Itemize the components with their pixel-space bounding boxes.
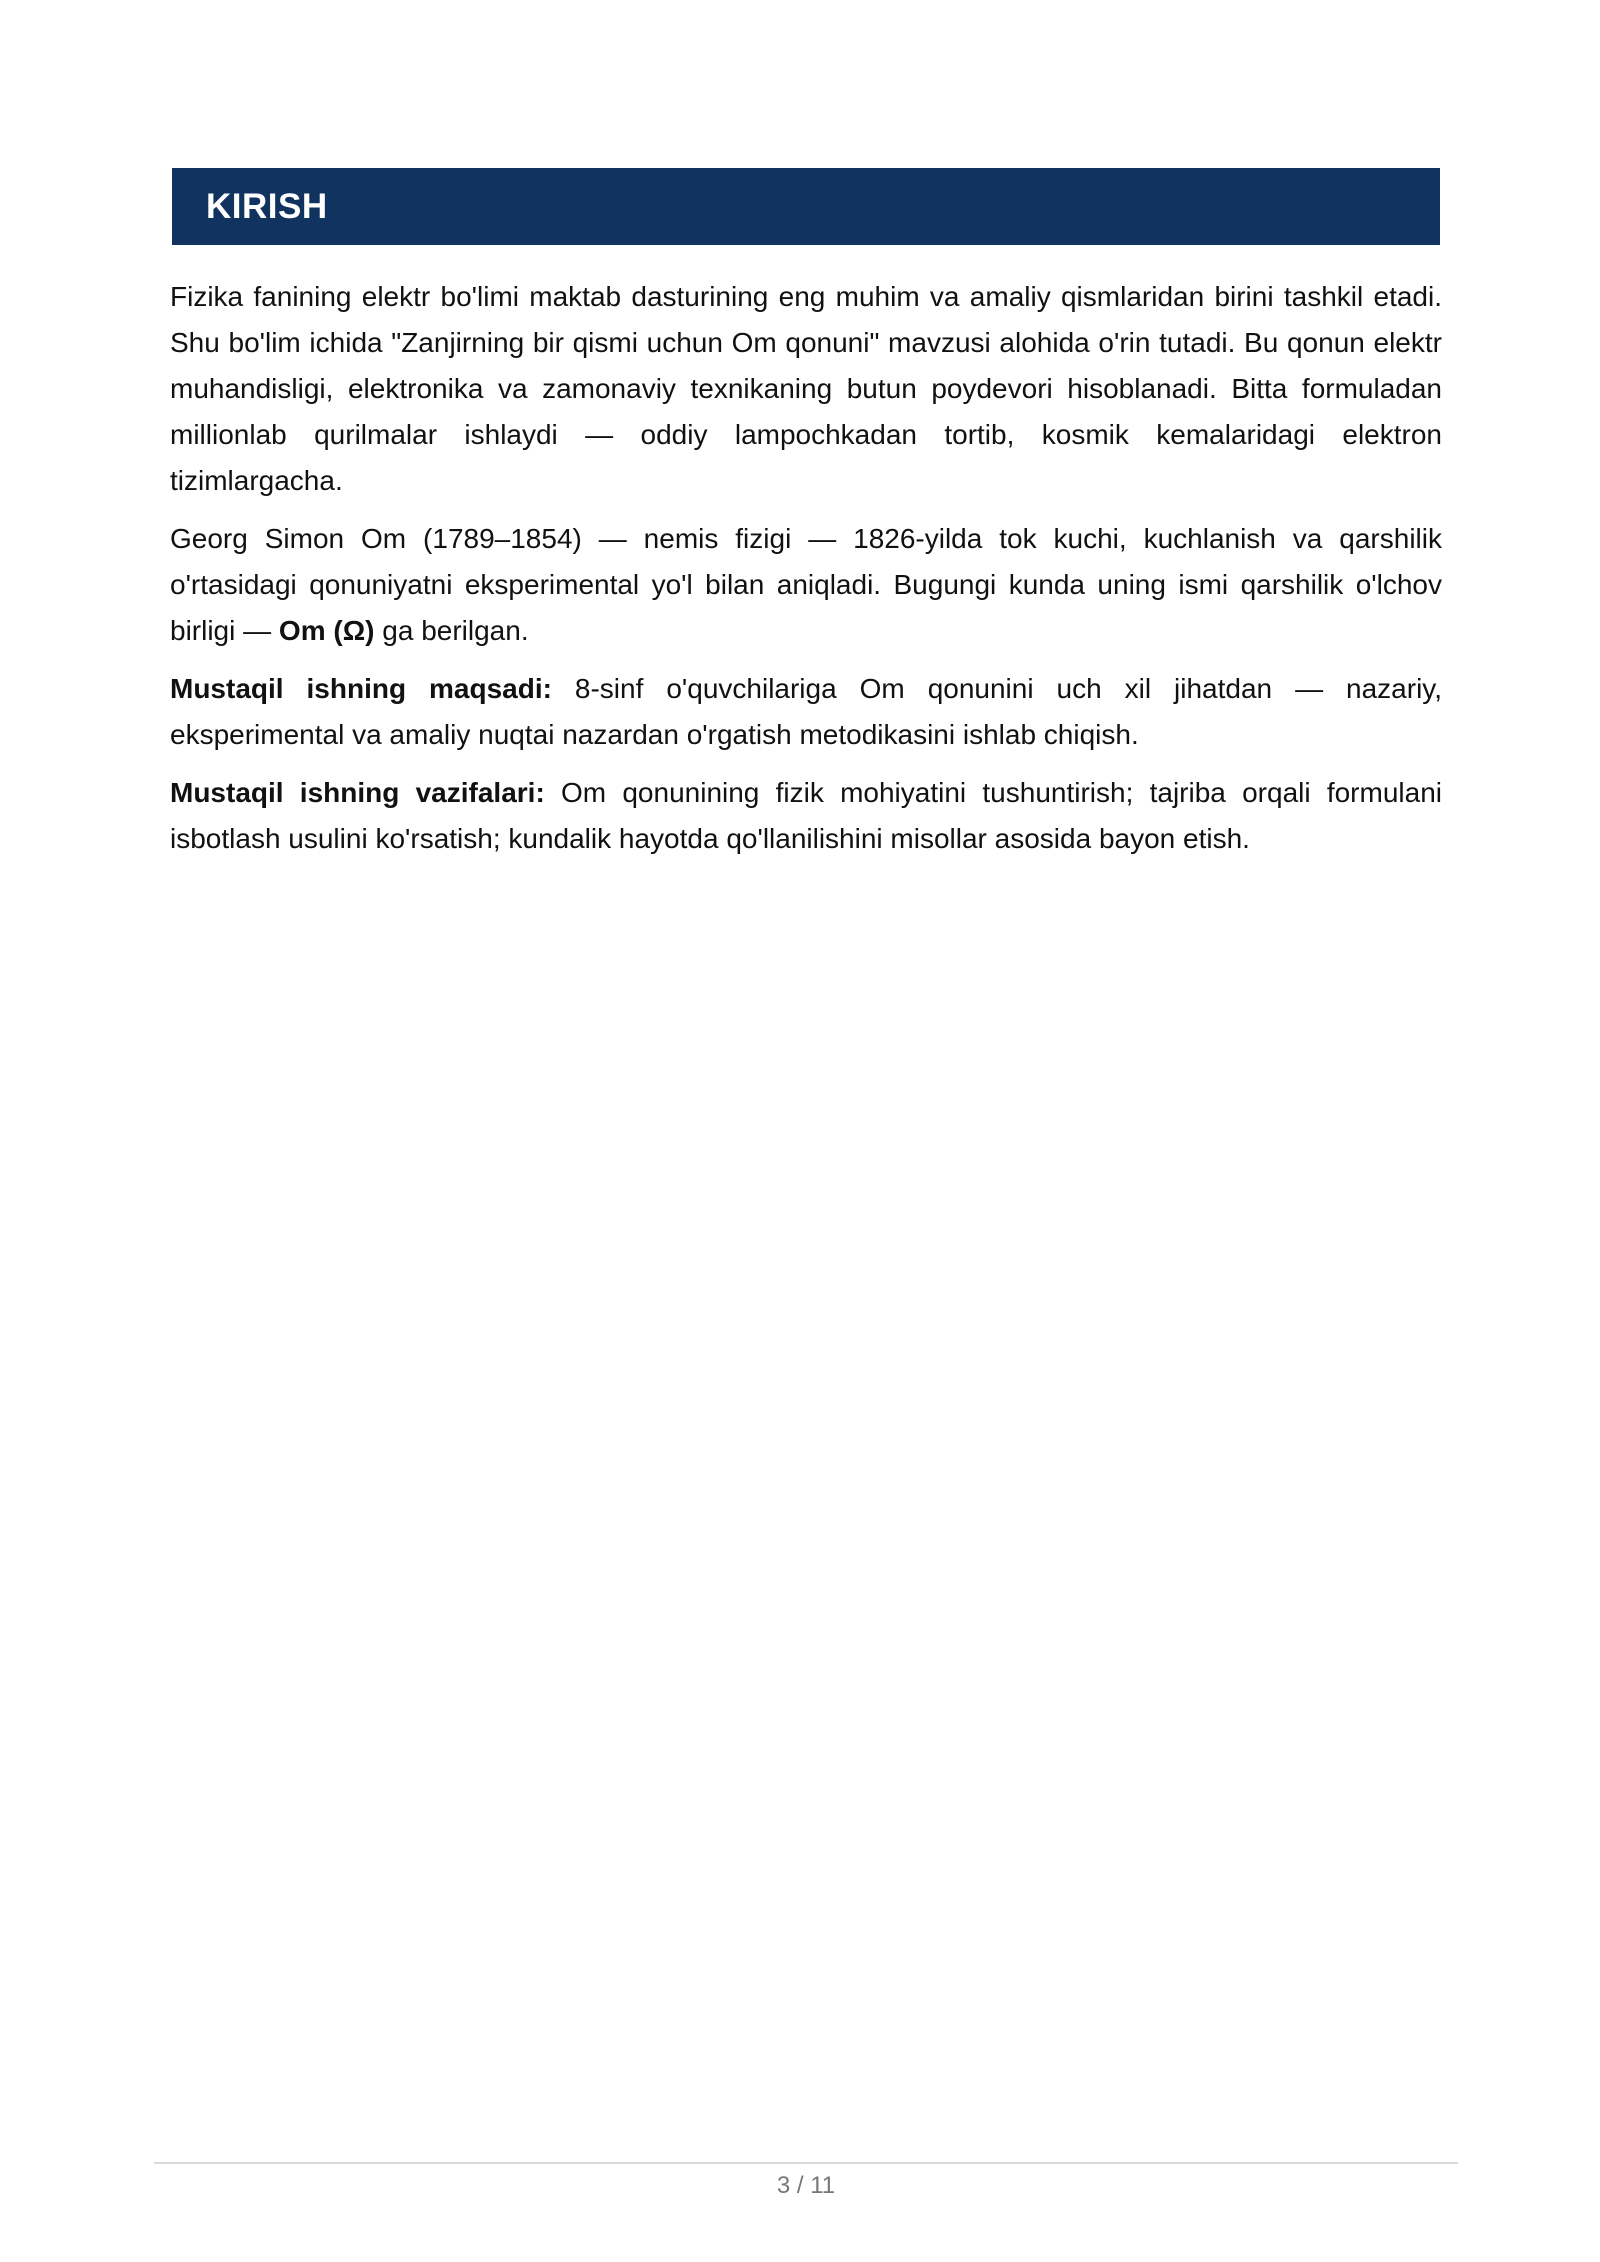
footer-divider (154, 2162, 1458, 2164)
section-title: KIRISH (206, 186, 328, 226)
tasks-paragraph (170, 770, 1442, 862)
tasks-label: Mustaqil ishning vazifalari: (170, 777, 545, 808)
body-text (170, 274, 1442, 874)
section-header-bar (172, 168, 1440, 245)
intro-paragraph: Fizika fanining elektr bo'limi maktab dasturining eng muhim va amaliy qismlaridan birini tashkil etadi. Shu bo'lim ichida "Zanjirning bir qismi uchun Om qonuni" mavzusi alohida o'rin tutadi. Bu qonun elektr muhandisligi, elektronika va zamonaviy texnikaning butun poydevori hisoblanadi. Bitta formuladan millionlab qurilmalar ishlaydi — oddiy lampochkadan tortib, kosmik kemalaridagi elektron tizimlargacha. (170, 281, 1442, 496)
history-text: Georg Simon Om (1789–1854) — nemis fizigi — 1826-yilda tok kuchi, kuchlanish va qarshilik o'rtasidagi qonuniyatni eksperimental yo'l bilan aniqladi. Bugungi kunda uning ismi qarshilik o'lchov birligi — (170, 523, 1442, 646)
tasks-text: Om qonunining fizik mohiyatini tushuntirish; tajriba orqali formulani isbotlash usulini ko'rsatish; kundalik hayotda qo'llanilishini misollar asosida bayon etish. (170, 777, 1442, 854)
goal-paragraph (170, 666, 1442, 758)
history-text-end: ga berilgan. (374, 615, 529, 646)
unit-name-bold: Om (Ω) (278, 615, 375, 646)
history-paragraph (170, 516, 1442, 654)
goal-text: 8-sinf o'quvchilariga Om qonunini uch xil jihatdan — nazariy, eksperimental va amaliy nuqtai nazardan o'rgatish metodikasini ishlab chiqish. (170, 673, 1442, 750)
page-number: 3 / 11 (776, 2172, 836, 2199)
goal-label: Mustaqil ishning maqsadi: (170, 673, 552, 704)
